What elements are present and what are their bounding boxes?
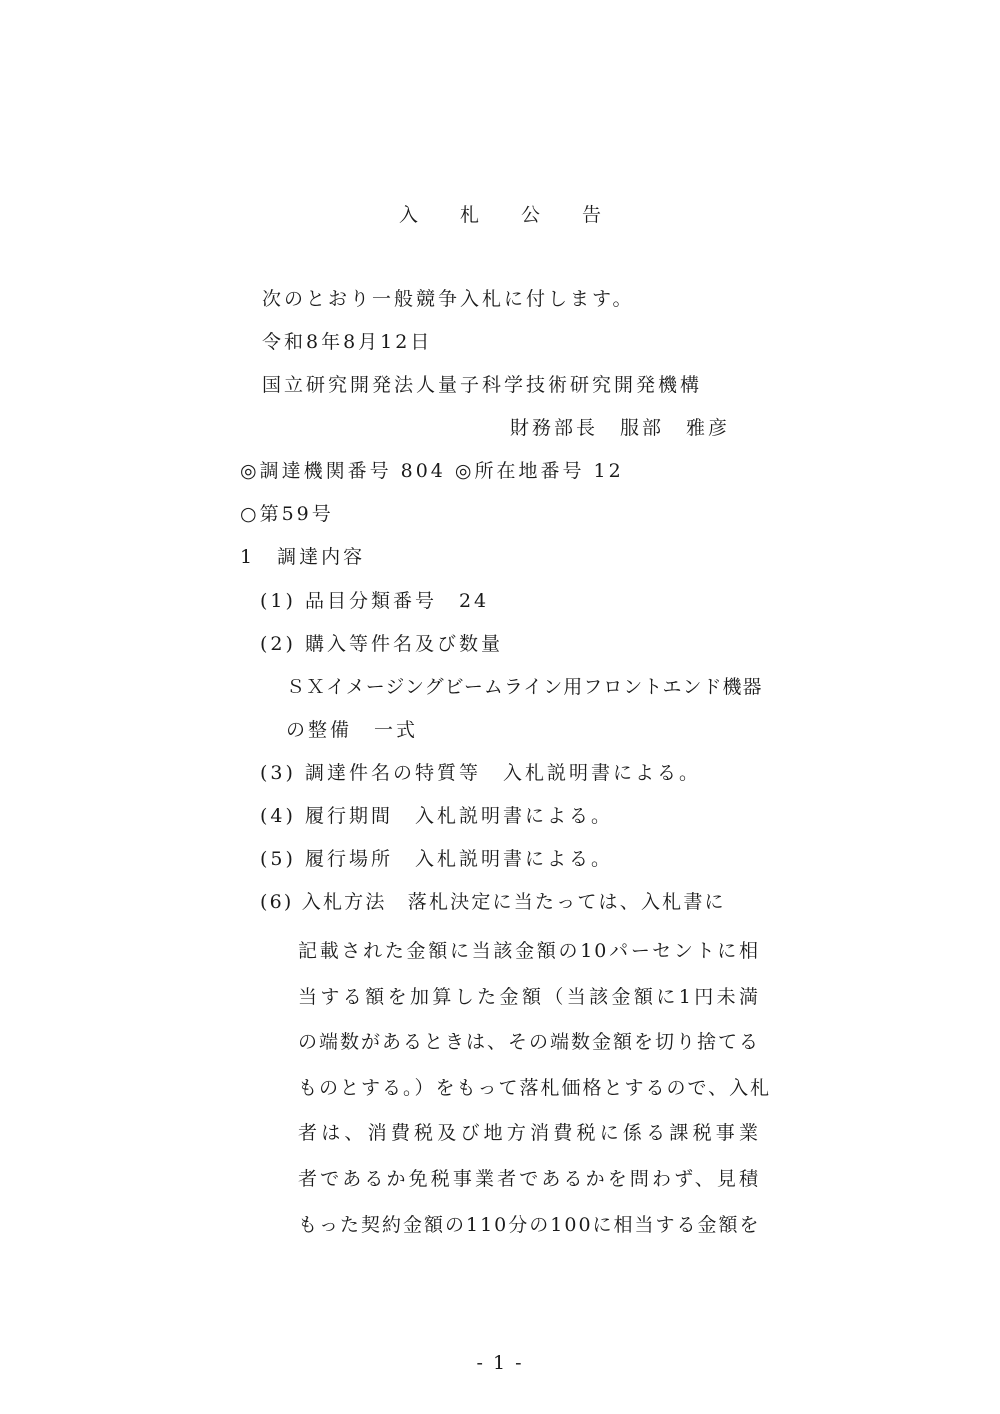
document-title: 入 札 公 告 (398, 204, 620, 226)
intro-text: 次のとおり一般競争入札に付します。 (262, 288, 635, 310)
procurement-codes: ◎調達機関番号 804 ◎所在地番号 12 (240, 460, 624, 482)
item-6-body-line: 者であるか免税事業者であるかを問わず、見積 (298, 1167, 760, 1190)
organization-name: 国立研究開発法人量子科学技術研究開発機構 (262, 374, 703, 396)
item-1: (1) 品目分類番号 24 (260, 590, 490, 612)
notice-number: ○第59号 (240, 503, 334, 525)
item-6-body-line: 当する額を加算した金額（当該金額に1円未満 (298, 985, 760, 1008)
notice-date: 令和8年8月12日 (262, 331, 433, 353)
item-6-body-line: もった契約金額の110分の100に相当する金額を (298, 1213, 761, 1236)
item-2-detail-line2: の整備 一式 (286, 719, 419, 741)
item-2: (2) 購入等件名及び数量 (260, 633, 503, 655)
item-6-body-line: ものとする。）をもって落札価格とするので、入札 (298, 1076, 772, 1099)
item-6-body-line: 者は、消費税及び地方消費税に係る課税事業 (298, 1122, 760, 1145)
page-number: - 1 - (476, 1352, 524, 1374)
item-6-body-line: の端数があるときは、その端数金額を切り捨てる (298, 1031, 761, 1054)
section-heading: 1 調達内容 (240, 546, 366, 568)
item-6: (6) 入札方法 落札決定に当たっては、入札書に (260, 891, 726, 913)
item-6-body (298, 929, 772, 1248)
item-3: (3) 調達件名の特質等 入札説明書による。 (260, 762, 701, 784)
item-2-detail-line1: ＳＸイメージングビームライン用フロントエンド機器 (286, 676, 763, 698)
signatory: 財務部長 服部 雅彦 (510, 417, 731, 439)
item-5: (5) 履行場所 入札説明書による。 (260, 848, 613, 870)
item-6-body-line: 記載された金額に当該金額の10パーセントに相 (298, 940, 760, 962)
item-4: (4) 履行期間 入札説明書による。 (260, 805, 613, 827)
